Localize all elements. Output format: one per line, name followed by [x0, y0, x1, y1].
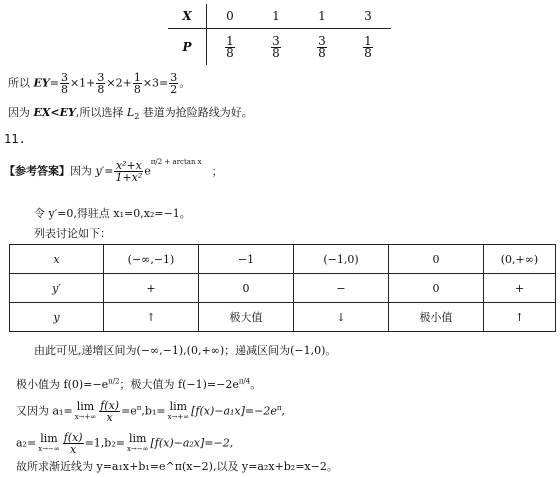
min-exponent: π/2 — [108, 377, 120, 386]
dist-prob-label: P — [168, 29, 207, 66]
limit1-pi-2: π — [276, 403, 282, 412]
disc-cell: ↑ — [484, 303, 556, 332]
limit1-expr: [f(x)−a₁x]=−2e — [191, 404, 277, 418]
ey-frac-4: $\frac{3}{2}$ — [170, 71, 178, 96]
limit2-mid: =1,b₂= — [84, 436, 125, 450]
ey-symbol: EY — [33, 76, 50, 90]
dist-prob: $\frac{1}{8}$ — [364, 33, 372, 60]
answer-end: ； — [211, 164, 223, 178]
limit1-fraction: $\frac{f(x)}{x}$ — [100, 399, 120, 424]
max-value-text: ；极大值为 f(−1)=−2e — [119, 378, 239, 391]
answer-fraction: $\frac{\text{x²+x}}{\text{1+x²}}$ — [115, 159, 143, 184]
disc-cell: (0,+∞) — [484, 245, 556, 274]
ey-term-3: ×3= — [142, 76, 169, 90]
disc-row-label: y′ — [10, 274, 104, 303]
limit-line-2 — [16, 432, 233, 455]
conclusion-compare: EX<EY — [33, 106, 76, 119]
conclusion-route-sub: 2 — [134, 112, 140, 122]
limit2-fraction: $\frac{f(x)}{x}$ — [63, 431, 83, 456]
dist-prob: $\frac{3}{8}$ — [272, 33, 280, 60]
ey-formula-line — [8, 72, 190, 95]
extreme-values-line — [16, 376, 261, 392]
limit2-prefix: a₂= — [16, 436, 37, 450]
dist-prob: $\frac{3}{8}$ — [318, 33, 326, 60]
min-value-text: 极小值为 f(0)=−e — [16, 378, 109, 391]
answer-yprime: y′= — [95, 164, 114, 178]
disc-cell: + — [104, 274, 199, 303]
dist-prob: $\frac{1}{8}$ — [226, 33, 234, 60]
limit2-expr: [f(x)−a₂x]=−2, — [150, 436, 234, 450]
limit2-operator-2: lim x→−∞ — [126, 431, 149, 453]
disc-cell: 0 — [389, 274, 484, 303]
disc-cell: + — [484, 274, 556, 303]
disc-row-label: y — [10, 303, 104, 332]
limit1-end: , — [281, 404, 285, 418]
disc-cell: 0 — [199, 274, 294, 303]
reference-answer-line — [4, 157, 223, 184]
ey-prefix: 所以 — [8, 76, 34, 90]
answer-label: 【参考答案】 — [4, 164, 70, 178]
limit2-operator: lim x→−∞ — [38, 431, 60, 453]
limit-line-1 — [16, 400, 285, 423]
dist-value: 1 — [253, 4, 299, 29]
disc-cell: ↓ — [294, 303, 389, 332]
disc-cell: 极大值 — [199, 303, 294, 332]
problem-number: 11. — [4, 132, 26, 146]
max-exponent: π/4 — [238, 377, 251, 386]
ey-eq: = — [49, 76, 59, 90]
limit1-prefix: 又因为 a₁= — [16, 404, 73, 418]
conclusion-mid: ,所以选择 — [75, 106, 127, 119]
limit1-operator: lim x→+∞ — [74, 399, 97, 421]
dist-header-label: X — [168, 4, 207, 29]
limit1-operator-2: lim x→+∞ — [167, 399, 190, 421]
limit1-b: ,b₁= — [141, 404, 166, 418]
disc-row-label: x — [10, 245, 104, 274]
conclusion-prefix: 因为 — [8, 106, 34, 119]
table-intro: 列表讨论如下： — [34, 227, 111, 240]
disc-cell: − — [294, 274, 389, 303]
limit1-pi: π — [136, 403, 142, 412]
discussion-table — [9, 244, 556, 332]
ey-frac-3: $\frac{1}{8}$ — [133, 71, 141, 96]
answer-exponent: π/2 + arctan x — [150, 157, 202, 166]
disc-cell: 0 — [389, 245, 484, 274]
dist-value: 1 — [299, 4, 345, 29]
dist-value: 3 — [345, 4, 391, 29]
limit1-mid: =e — [121, 404, 137, 418]
stationary-points-line: 令 y′=0,得驻点 x₁=0,x₂=−1。 — [34, 207, 191, 220]
ey-end: 。 — [179, 76, 191, 90]
asymptote-line: 故所求渐近线为 y=a₁x+b₁=e^π(x−2),以及 y=a₂x+b₂=x−2。 — [16, 460, 338, 473]
disc-cell: (−∞,−1) — [104, 245, 199, 274]
conclusion-suffix: 巷道为抢险路线为好。 — [139, 106, 253, 119]
answer-text: 因为 — [70, 164, 96, 178]
answer-e: e — [144, 164, 151, 178]
dist-value: 0 — [207, 4, 254, 29]
disc-cell: −1 — [199, 245, 294, 274]
ey-frac-1: $\frac{3}{8}$ — [60, 71, 68, 96]
disc-cell: (−1,0) — [294, 245, 389, 274]
distribution-table — [168, 4, 391, 65]
disc-cell: ↑ — [104, 303, 199, 332]
monotonicity-line: 由此可见,递增区间为(−∞,−1),(0,+∞)；递减区间为(−1,0)。 — [34, 344, 337, 357]
conclusion-route: L — [126, 106, 135, 119]
ey-term-1: ×1+ — [69, 76, 96, 90]
ey-term-2: ×2+ — [106, 76, 132, 90]
extreme-end: 。 — [250, 378, 262, 391]
conclusion-line — [8, 104, 253, 121]
ey-frac-2: $\frac{3}{8}$ — [97, 71, 105, 96]
disc-cell: 极小值 — [389, 303, 484, 332]
